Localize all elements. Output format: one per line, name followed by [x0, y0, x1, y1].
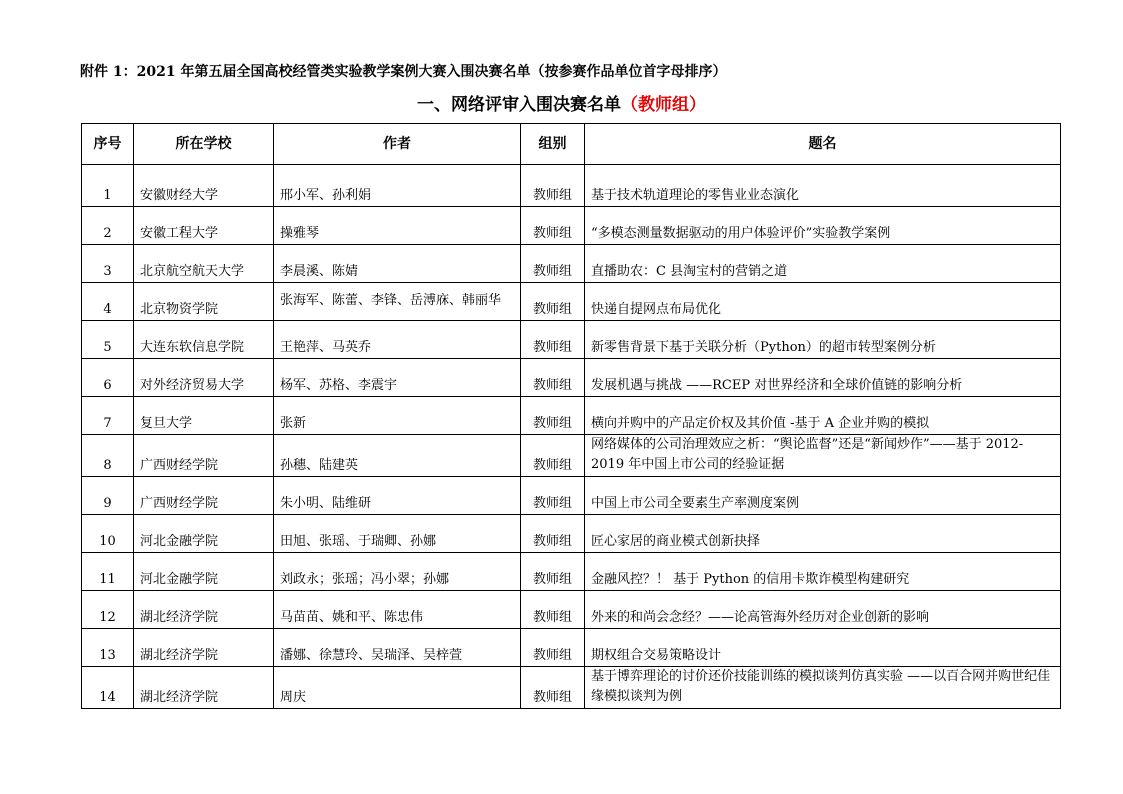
- header-title: 题名: [585, 124, 1061, 165]
- row-number: 6: [82, 359, 134, 397]
- row-authors: 刘政永；张瑶；冯小翠；孙娜: [274, 553, 521, 591]
- row-school: 河北金融学院: [134, 515, 274, 553]
- row-school: 北京航空航天大学: [134, 245, 274, 283]
- row-authors: 邢小军、孙利娟: [274, 165, 521, 207]
- header-authors: 作者: [274, 124, 521, 165]
- row-group: 教师组: [521, 165, 585, 207]
- row-group: 教师组: [521, 553, 585, 591]
- row-authors: 李晨溪、陈婧: [274, 245, 521, 283]
- row-title: 快递自提网点布局优化: [585, 283, 1061, 321]
- row-number: 1: [82, 165, 134, 207]
- row-title: 直播助农：C 县淘宝村的营销之道: [585, 245, 1061, 283]
- row-school: 河北金融学院: [134, 553, 274, 591]
- row-authors: 王艳萍、马英乔: [274, 321, 521, 359]
- row-group: 教师组: [521, 321, 585, 359]
- finalists-table: [81, 123, 1061, 709]
- row-school: 北京物资学院: [134, 283, 274, 321]
- header-school: 所在学校: [134, 124, 274, 165]
- row-title: 中国上市公司全要素生产率测度案例: [585, 477, 1061, 515]
- row-group: 教师组: [521, 477, 585, 515]
- row-number: 3: [82, 245, 134, 283]
- row-school: 复旦大学: [134, 397, 274, 435]
- row-title: 匠心家居的商业模式创新抉择: [585, 515, 1061, 553]
- row-number: 11: [82, 553, 134, 591]
- row-number: 9: [82, 477, 134, 515]
- row-school: 安徽财经大学: [134, 165, 274, 207]
- attachment-title: 附件 1：2021 年第五届全国高校经管类实验教学案例大赛入围决赛名单（按参赛作品单位首字母排序）: [80, 64, 727, 80]
- row-number: 14: [82, 667, 134, 709]
- row-number: 7: [82, 397, 134, 435]
- row-authors: 张海军、陈蕾、李锋、岳溥庥、韩丽华: [274, 283, 521, 321]
- row-group: 教师组: [521, 435, 585, 477]
- table-row: [82, 397, 1061, 435]
- row-authors: 操雅琴: [274, 207, 521, 245]
- row-authors: 张新: [274, 397, 521, 435]
- row-title: 网络媒体的公司治理效应之析：“舆论监督”还是“新闻炒作”——基于 2012-2019 年中国上市公司的经验证据: [585, 435, 1061, 477]
- row-group: 教师组: [521, 591, 585, 629]
- row-number: 10: [82, 515, 134, 553]
- row-title: 横向并购中的产品定价权及其价值 -基于 A 企业并购的模拟: [585, 397, 1061, 435]
- row-group: 教师组: [521, 359, 585, 397]
- row-group: 教师组: [521, 629, 585, 667]
- row-school: 湖北经济学院: [134, 667, 274, 709]
- row-title: 期权组合交易策略设计: [585, 629, 1061, 667]
- row-school: 广西财经学院: [134, 477, 274, 515]
- row-authors: 潘娜、徐慧玲、吴瑞泽、吴梓萱: [274, 629, 521, 667]
- row-authors: 孙穗、陆建英: [274, 435, 521, 477]
- row-authors: 马苗苗、姚和平、陈忠伟: [274, 591, 521, 629]
- row-school: 对外经济贸易大学: [134, 359, 274, 397]
- table-row: [82, 359, 1061, 397]
- row-group: 教师组: [521, 245, 585, 283]
- section-title: [0, 90, 1123, 115]
- row-title: 发展机遇与挑战 ——RCEP 对世界经济和全球价值链的影响分析: [585, 359, 1061, 397]
- row-school: 湖北经济学院: [134, 591, 274, 629]
- row-number: 5: [82, 321, 134, 359]
- table-row: [82, 321, 1061, 359]
- row-title: 金融风控？！ 基于 Python 的信用卡欺诈模型构建研究: [585, 553, 1061, 591]
- row-title: 新零售背景下基于关联分析（Python）的超市转型案例分析: [585, 321, 1061, 359]
- table-row: [82, 283, 1061, 321]
- row-group: 教师组: [521, 667, 585, 709]
- row-title: “多模态测量数据驱动的用户体验评价”实验教学案例: [585, 207, 1061, 245]
- table-row: [82, 207, 1061, 245]
- table-row: [82, 435, 1061, 477]
- header-number: 序号: [82, 124, 134, 165]
- table-row: [82, 477, 1061, 515]
- row-authors: 杨军、苏格、李震宇: [274, 359, 521, 397]
- header-group: 组别: [521, 124, 585, 165]
- table-row: [82, 515, 1061, 553]
- section-title-text: 一、网络评审入围决赛名单: [417, 95, 621, 115]
- row-number: 4: [82, 283, 134, 321]
- row-number: 12: [82, 591, 134, 629]
- row-number: 8: [82, 435, 134, 477]
- row-school: 安徽工程大学: [134, 207, 274, 245]
- row-school: 湖北经济学院: [134, 629, 274, 667]
- row-group: 教师组: [521, 283, 585, 321]
- row-title: 基于技术轨道理论的零售业业态演化: [585, 165, 1061, 207]
- row-school: 大连东软信息学院: [134, 321, 274, 359]
- table-row: [82, 667, 1061, 709]
- table-row: [82, 591, 1061, 629]
- row-title: 基于博弈理论的讨价还价技能训练的模拟谈判仿真实验 ——以百合网并购世纪佳缘模拟谈判为例: [585, 667, 1061, 709]
- row-group: 教师组: [521, 207, 585, 245]
- row-number: 13: [82, 629, 134, 667]
- row-group: 教师组: [521, 515, 585, 553]
- section-group-label: （教师组）: [621, 95, 706, 115]
- row-authors: 田旭、张瑶、于瑞卿、孙娜: [274, 515, 521, 553]
- row-authors: 朱小明、陆维研: [274, 477, 521, 515]
- row-group: 教师组: [521, 397, 585, 435]
- table-header-row: [82, 124, 1061, 165]
- table-row: [82, 553, 1061, 591]
- row-number: 2: [82, 207, 134, 245]
- row-authors: 周庆: [274, 667, 521, 709]
- table-row: [82, 165, 1061, 207]
- table-row: [82, 245, 1061, 283]
- row-title: 外来的和尚会念经？——论高管海外经历对企业创新的影响: [585, 591, 1061, 629]
- row-school: 广西财经学院: [134, 435, 274, 477]
- table-row: [82, 629, 1061, 667]
